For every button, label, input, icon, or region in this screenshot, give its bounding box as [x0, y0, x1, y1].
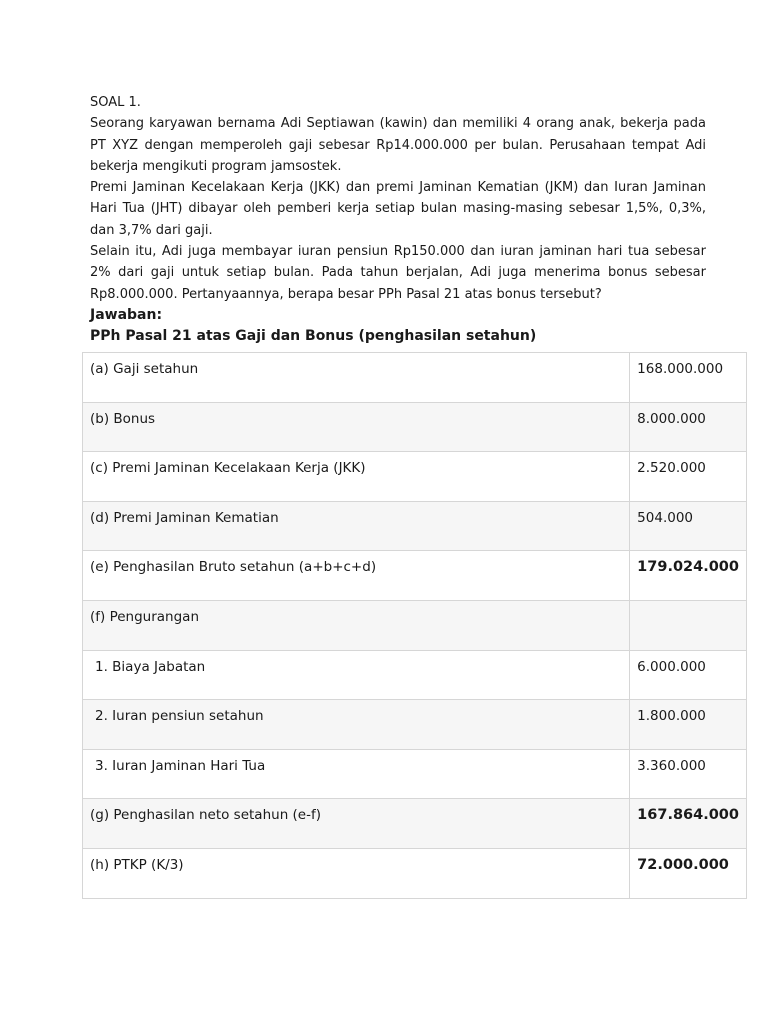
row-label: (e) Penghasilan Bruto setahun (a+b+c+d)	[83, 551, 630, 601]
question-paragraph-2: Premi Jaminan Kecelakaan Kerja (JKK) dan premi Jaminan Kematian (JKM) dan Iuran Jaminan Hari Tua (JHT) dibayar oleh pemberi kerja setiap bulan masing-masing sebesar 1,5%, 0,3%, dan 3,7% dari gaji.	[90, 180, 706, 238]
row-value: 167.864.000	[630, 799, 747, 849]
table-row	[83, 402, 747, 452]
row-value	[630, 600, 747, 650]
row-label: (g) Penghasilan neto setahun (e-f)	[83, 799, 630, 849]
row-value: 6.000.000	[630, 650, 747, 700]
calculation-table	[82, 352, 747, 899]
row-value: 8.000.000	[630, 402, 747, 452]
row-value: 1.800.000	[630, 700, 747, 750]
table-row	[83, 551, 747, 601]
table-row	[83, 353, 747, 403]
row-value: 2.520.000	[630, 452, 747, 502]
table-row	[83, 650, 747, 700]
document-body	[90, 92, 706, 347]
row-label: (c) Premi Jaminan Kecelakaan Kerja (JKK)	[83, 452, 630, 502]
table-row	[83, 700, 747, 750]
table-row	[83, 799, 747, 849]
row-value: 179.024.000	[630, 551, 747, 601]
row-label: (b) Bonus	[83, 402, 630, 452]
question-paragraph-1: Seorang karyawan bernama Adi Septiawan (kawin) dan memiliki 4 orang anak, bekerja pada PT XYZ dengan memperoleh gaji sebesar Rp14.000.000 per bulan. Perusahaan tempat Adi bekerja mengikuti program jamsostek.	[90, 116, 706, 174]
row-label: (a) Gaji setahun	[83, 353, 630, 403]
question-heading: SOAL 1.	[90, 95, 141, 110]
row-label: (d) Premi Jaminan Kematian	[83, 501, 630, 551]
question-paragraph-3: Selain itu, Adi juga membayar iuran pensiun Rp150.000 dan iuran jaminan hari tua sebesar 2% dari gaji untuk setiap bulan. Pada tahun berjalan, Adi juga menerima bonus sebesar Rp8.000.000. Pertanyaannya, berapa besar PPh Pasal 21 atas bonus tersebut?	[90, 244, 706, 302]
table-row	[83, 848, 747, 898]
row-label: 1. Biaya Jabatan	[83, 650, 630, 700]
table-row	[83, 600, 747, 650]
row-value: 3.360.000	[630, 749, 747, 799]
table-row	[83, 749, 747, 799]
row-label: 2. Iuran pensiun setahun	[83, 700, 630, 750]
table-row	[83, 452, 747, 502]
row-label: (h) PTKP (K/3)	[83, 848, 630, 898]
row-value: 168.000.000	[630, 353, 747, 403]
table-row	[83, 501, 747, 551]
row-label: 3. Iuran Jaminan Hari Tua	[83, 749, 630, 799]
answer-label: Jawaban:	[90, 306, 163, 323]
row-value: 72.000.000	[630, 848, 747, 898]
answer-title: PPh Pasal 21 atas Gaji dan Bonus (penghasilan setahun)	[90, 327, 537, 344]
row-value: 504.000	[630, 501, 747, 551]
row-label: (f) Pengurangan	[83, 600, 630, 650]
